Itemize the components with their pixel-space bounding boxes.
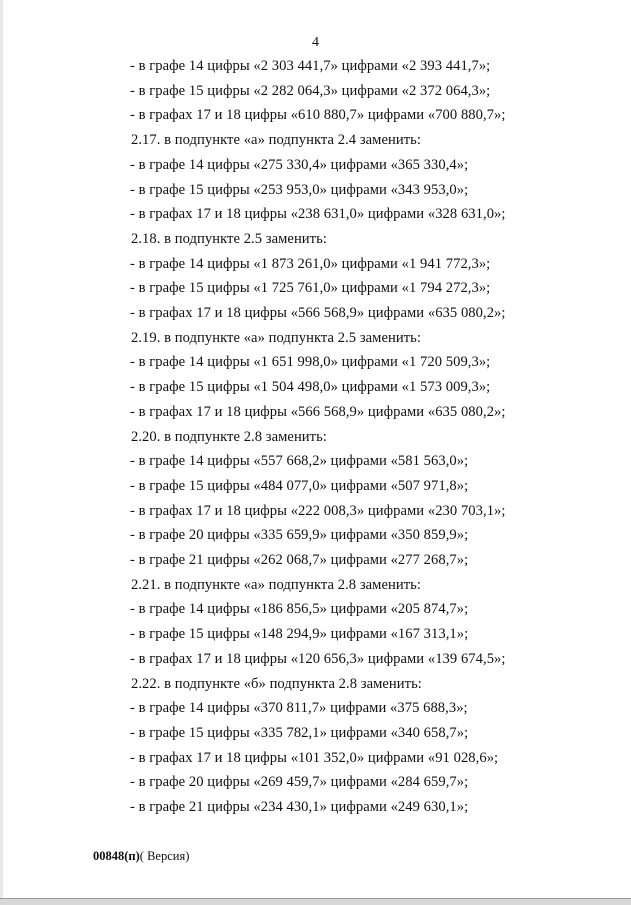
text-line: - в графе 15 цифры «253 953,0» цифрами «343 953,0»; (130, 181, 469, 198)
section-heading: 2.21. в подпункте «а» подпункта 2.8 заменить: (131, 576, 421, 593)
text-line: - в графах 17 и 18 цифры «238 631,0» цифрами «328 631,0»; (130, 206, 506, 223)
text-line: - в графе 21 цифры «262 068,7» цифрами «277 268,7»; (130, 552, 469, 568)
text-line: - в графе 15 цифры «2 282 064,3» цифрами «2 372 064,3»; (130, 82, 491, 99)
section-heading: 2.22. в подпункте «б» подпункта 2.8 заменить: (131, 675, 422, 692)
text-line: - в графе 21 цифры «234 430,1» цифрами «249 630,1»; (130, 799, 469, 815)
text-line: - в графах 17 и 18 цифры «120 656,3» цифрами «139 674,5»; (130, 650, 506, 667)
document-code: 00848(п) (93, 849, 140, 863)
page-number: 4 (312, 35, 319, 50)
text-line: - в графе 20 цифры «269 459,7» цифрами «284 659,7»; (130, 774, 469, 791)
text-line: - в графе 14 цифры «557 668,2» цифрами «581 563,0»; (130, 453, 469, 470)
text-line: - в графе 14 цифры «370 811,7» цифрами «375 688,3»; (130, 700, 468, 717)
document-footer (93, 849, 189, 864)
text-line: - в графе 14 цифры «1 873 261,0» цифрами «1 941 772,3»; (130, 255, 491, 272)
text-line: - в графах 17 и 18 цифры «610 880,7» цифрами «700 880,7»; (130, 107, 506, 124)
text-line: - в графе 20 цифры «335 659,9» цифрами «350 859,9»; (130, 527, 469, 544)
text-line: - в графах 17 и 18 цифры «566 568,9» цифрами «635 080,2»; (130, 305, 506, 321)
section-heading: 2.19. в подпункте «а» подпункта 2.5 заменить: (131, 329, 421, 346)
section-heading: 2.18. в подпункте 2.5 заменить: (131, 230, 327, 247)
document-version: ( Версия) (139, 849, 190, 863)
text-line: - в графе 14 цифры «2 303 441,7» цифрами «2 393 441,7»; (130, 58, 491, 74)
text-line: - в графе 15 цифры «1 725 761,0» цифрами «1 794 272,3»; (130, 280, 491, 297)
section-heading: 2.17. в подпункте «а» подпункта 2.4 заменить: (131, 132, 421, 149)
text-line: - в графе 15 цифры «148 294,9» цифрами «167 313,1»; (130, 626, 469, 643)
text-line: - в графах 17 и 18 цифры «566 568,9» цифрами «635 080,2»; (130, 403, 506, 420)
text-line: - в графах 17 и 18 цифры «101 352,0» цифрами «91 028,6»; (130, 749, 499, 766)
text-line: - в графе 15 цифры «335 782,1» цифрами «340 658,7»; (130, 724, 469, 741)
scan-bottom-edge (0, 898, 631, 905)
scan-left-edge (0, 0, 3, 905)
text-line: - в графе 14 цифры «186 856,5» цифрами «205 874,7»; (130, 601, 469, 618)
text-line: - в графе 15 цифры «1 504 498,0» цифрами «1 573 009,3»; (130, 379, 491, 396)
section-heading: 2.20. в подпункте 2.8 заменить: (131, 428, 327, 445)
text-line: - в графах 17 и 18 цифры «222 008,3» цифрами «230 703,1»; (130, 502, 506, 519)
text-line: - в графе 15 цифры «484 077,0» цифрами «507 971,8»; (130, 477, 469, 494)
text-line: - в графе 14 цифры «1 651 998,0» цифрами «1 720 509,3»; (130, 354, 491, 371)
text-line: - в графе 14 цифры «275 330,4» цифрами «365 330,4»; (130, 156, 469, 173)
